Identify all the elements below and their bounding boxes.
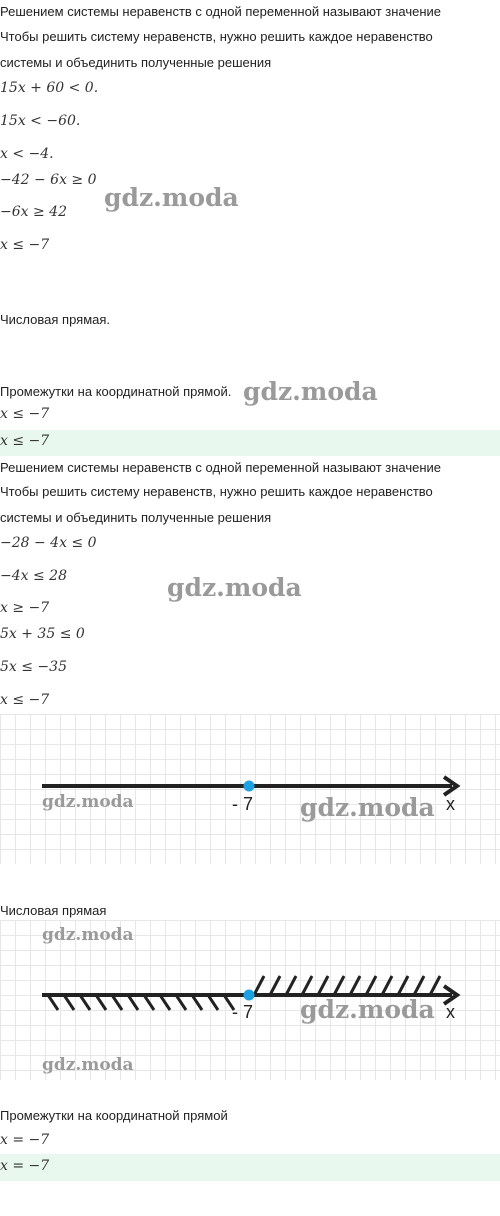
- intro-line-3: системы и объединить полученные решения: [0, 55, 272, 70]
- intro-line-2: Чтобы решить систему неравенств, нужно решить каждое неравенство: [0, 484, 433, 499]
- hatch-stroke: [398, 976, 408, 995]
- watermark: gdz.moda: [42, 925, 134, 945]
- step-4: −42 − 6x ≥ 0: [0, 172, 97, 188]
- answer-line: x = −7: [0, 1158, 50, 1174]
- intro-line-3: системы и объединить полученные решения: [0, 510, 272, 525]
- axis-label: x: [446, 1002, 455, 1022]
- hatch-stroke: [286, 976, 296, 995]
- number-line-title: Числовая прямая.: [0, 312, 111, 327]
- watermark: gdz.moda: [300, 793, 435, 822]
- hatch-stroke: [128, 995, 138, 1010]
- hatch-stroke: [382, 976, 392, 995]
- step-5: −6x ≥ 42: [0, 204, 67, 220]
- point-label: - 7: [232, 1002, 254, 1022]
- watermark: gdz.moda: [42, 792, 134, 812]
- hatch-stroke: [192, 995, 202, 1010]
- intro-line-1: Решением системы неравенств с одной переменной называют значение: [0, 460, 442, 475]
- watermark: gdz.moda: [42, 1055, 134, 1075]
- answer-highlight: [0, 1154, 500, 1181]
- step-3: x < −4.: [0, 146, 54, 162]
- step-6: x ≤ −7: [0, 692, 50, 708]
- step-3: x ≥ −7: [0, 600, 50, 616]
- step-5: 5x ≤ −35: [0, 659, 67, 675]
- hatch-stroke: [334, 976, 344, 995]
- step-1: 15x + 60 < 0.: [0, 80, 99, 96]
- point-marker: [244, 781, 255, 792]
- intervals-title: Промежутки на координатной прямой: [0, 1108, 228, 1123]
- hatch-stroke: [414, 976, 424, 995]
- hatch-stroke: [366, 976, 376, 995]
- hatch-stroke: [270, 976, 280, 995]
- hatch-stroke: [318, 976, 328, 995]
- interval-line: x = −7: [0, 1132, 50, 1148]
- number-line-title: Числовая прямая: [0, 903, 107, 918]
- intro-line-2: Чтобы решить систему неравенств, нужно решить каждое неравенство: [0, 29, 433, 44]
- hatch-stroke: [430, 976, 440, 995]
- watermark: gdz.moda: [104, 183, 239, 212]
- intervals-title: Промежутки на координатной прямой.: [0, 384, 232, 399]
- hatch-stroke: [302, 976, 312, 995]
- step-2: −4x ≤ 28: [0, 568, 67, 584]
- hatch-stroke: [96, 995, 106, 1010]
- hatch-right: [254, 976, 440, 995]
- answer-highlight: [0, 430, 500, 456]
- hatch-stroke: [48, 995, 58, 1010]
- hatch-left: [48, 995, 234, 1010]
- hatch-stroke: [160, 995, 170, 1010]
- answer-line: x ≤ −7: [0, 433, 50, 449]
- hatch-stroke: [350, 976, 360, 995]
- watermark: gdz.moda: [243, 377, 378, 406]
- step-1: −28 − 4x ≤ 0: [0, 535, 97, 551]
- point-marker: [244, 990, 255, 1001]
- hatch-stroke: [144, 995, 154, 1010]
- hatch-stroke: [112, 995, 122, 1010]
- interval-line: x ≤ −7: [0, 406, 50, 422]
- axis-label: x: [446, 794, 455, 814]
- step-4: 5x + 35 ≤ 0: [0, 626, 85, 642]
- watermark: gdz.moda: [167, 573, 302, 602]
- hatch-stroke: [80, 995, 90, 1010]
- hatch-stroke: [176, 995, 186, 1010]
- watermark: gdz.moda: [300, 995, 435, 1024]
- hatch-stroke: [254, 976, 264, 995]
- number-line-grid-1: [0, 714, 500, 864]
- number-line-1: [0, 714, 500, 864]
- step-6: x ≤ −7: [0, 237, 50, 253]
- point-label: - 7: [232, 794, 254, 814]
- hatch-stroke: [208, 995, 218, 1010]
- step-2: 15x < −60.: [0, 113, 81, 129]
- intro-line-1: Решением системы неравенств с одной переменной называют значение: [0, 4, 442, 19]
- hatch-stroke: [64, 995, 74, 1010]
